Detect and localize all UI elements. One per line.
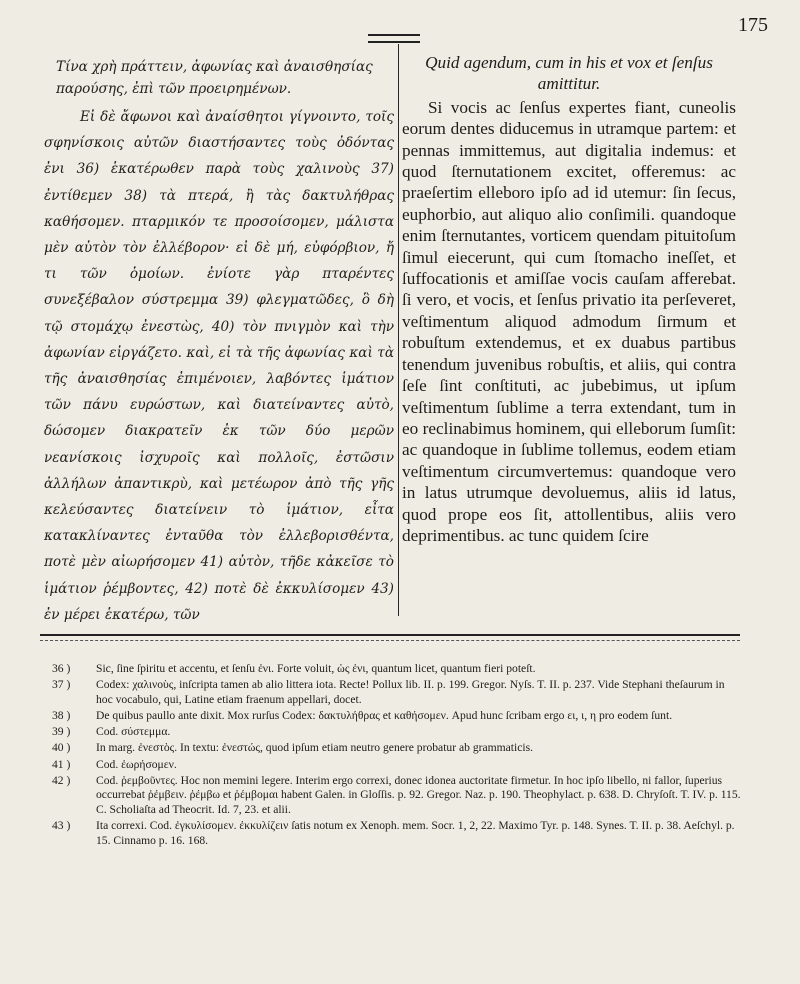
footnote bbox=[52, 741, 742, 756]
footnote-number: 37 ) bbox=[52, 678, 71, 692]
footnote-text: Sic, ſine ſpiritu et accentu, et ſenſu ἐνι. Forte voluit, ὡς ἐνι, quantum licet, quantum fieri poteſt. bbox=[96, 662, 536, 675]
page-number: 175 bbox=[738, 14, 768, 36]
footnote-rule-secondary bbox=[40, 640, 740, 641]
footnote-number: 36 ) bbox=[52, 662, 71, 675]
footnote-number: 43 ) bbox=[52, 819, 71, 833]
footnote bbox=[52, 678, 742, 707]
footnote bbox=[52, 725, 742, 740]
footnote-text: Codex: χαλινοὺς, inſcripta tamen ab alio littera iota. Recte! Pollux lib. II. p. 199. Gregor. Nyſs. T. II. p. 237. Vide Stephani theſaurum in hoc vocabulo, qui, Latine etiam fraenum appellari, docet. bbox=[96, 678, 725, 706]
footnote bbox=[52, 758, 742, 773]
latin-body: Si vocis ac ſenſus expertes fiant, cuneolis eorum dentes diducemus in utramque partem: et pennas immittemus, aut digitalia indemus: et quod ſternutationem excitet, offeremus: ac praeſertim elleboro ipſo ad id utemur: ſin ſecus, euphorbio, aut aliquo alio conſimili. quandoque enim ſternutantes, vorticem quendam pituitoſum ſimul eiecerunt, qui cum ſtomacho ineſſet, et ſuffocationis et amiſſae vocis cauſam afferebat. ſi vero, et vocis, et ſenſus privatio ita perſeveret, veſtimentum aliquod admodum ſirmum et robuſtum extendemus, et ex duabus partibus tenendum juvenibus robuſtis, et aliis, qui contra ſeſe ſint conſtituti, ac jubebimus, ut ipſum veſtimentum ſublime a terra extendant, tum in eo reclinabimus hominem, qui elleborum ſumſit: ac quandoque in ſublime tollemus, eodem etiam veſtimentum circumvertemus: quandoque vero in latus utrumque devoluemus, aliis id latus, quod prope eos ſit, attollentibus, aliis vero deprimentibus. ac tunc quidem ſcire bbox=[402, 97, 736, 545]
footnotes bbox=[52, 662, 742, 850]
footnote bbox=[52, 662, 742, 677]
header-rule bbox=[368, 34, 420, 43]
footnote bbox=[52, 819, 742, 848]
footnote-number: 39 ) bbox=[52, 725, 71, 739]
footnote-number: 42 ) bbox=[52, 773, 71, 787]
footnote-rule bbox=[40, 634, 740, 636]
greek-heading: Τίνα χρὴ πράττειν, ἀφωνίας καὶ ἀναισθησίας παρούσης, ἐπὶ τῶν προειρημένων. bbox=[56, 59, 373, 97]
footnote-number: 38 ) bbox=[52, 708, 71, 722]
latin-column bbox=[402, 52, 736, 546]
greek-column bbox=[44, 56, 394, 628]
footnote-text: Cod. ἐωρήσομεν. bbox=[96, 757, 177, 771]
greek-body: Εἰ δὲ ἄφωνοι καὶ ἀναίσθητοι γίγνοιντο, τοῖς σφηνίσκοις αὐτῶν διαστήσαντες τοὺς ὀδόντας ἐνι 36) ἑκατέρωθεν παρὰ τοὺς χαλινοὺς 37) ἐντίθεμεν 38) τὰ πτερά, ἢ τὰς δακτυλήθρας καθήσομεν. πταρμικόν τε προσοίσομεν, μάλιστα μὲν αὐτὸν τὸν ἐλλέβορον· εἰ δὲ μή, εὐφόρβιον, ἤ τι τῶν ὁμοίων. ἐνίοτε γὰρ πταρέντες συνεξέβαλον σύστρεμμα 39) φλεγματῶδες, ὃ δὴ τῷ στομάχῳ ἐνεστὼς, 40) τὸν πνιγμὸν καὶ τὴν ἀφωνίαν εἰργάζετο. καὶ, εἰ τὰ τῆς ἀφωνίας καὶ τὰ τῆς ἀναισθησίας ἐπιμένοιεν, λαβόντες ἱμάτιον τῶν πάνυ ευρώστων, καὶ διατείναντες αὐτὸ, δώσομεν διακρατεῖν ἐκ τῶν δύο μερῶν νεανίσκοις ἰσχυροῖς καὶ πολλοῖς, ἐστῶσιν ἀλλήλων ἀπαντικρὺ, καὶ μετέωρον ἀπὸ τῆς γῆς κελεύσαντες διατείνειν τὸ ἱμάτιον, εἶτα κατακλίναντες ἐνταῦθα τὸν ἐλλεβορισθέντα, ποτὲ μὲν αἰωρήσομεν 41) αὐτὸν, τῆδε κἀκεῖσε τὸ ἱμάτιον ῥέμβοντες, 42) ποτὲ δὲ ἐκκυλίσομεν 43) ἐν μέρει ἑκατέρω, τῶν bbox=[44, 109, 394, 623]
footnote-text: Cod. σύστεμμα. bbox=[96, 725, 171, 739]
footnote bbox=[52, 774, 742, 818]
footnote-text: Cod. ῥεμβοῦντες. Hoc non memini legere. Interim ergo correxi, donec idonea auctoritate firmetur. In hoc ipſo libello, ni fallor, ſuperius occurrebat ῥέμβειν. ῥέμβω et ῥέμβομαι habent Galen. in Gloſſis. p. 92. Gregor. Naz. p. 190. Theophylact. p. 638. D. Chryſoſt. T. IV. p. 115. C. Scholiaſta ad Theocrit. Id. 7, 23. et alii. bbox=[96, 773, 741, 816]
footnote-text: In marg. ἐνεστὸς. In textu: ἐνεστώς, quod ipſum etiam neutro genere probatur ab grammaticis. bbox=[96, 741, 534, 755]
footnote-text: De quibus paullo ante dixit. Mox rurſus Codex: δακτυλήθρας et καθήσομεν. Apud hunc ſcribam ergo ει, ι, η pro eodem ſunt. bbox=[96, 708, 673, 722]
footnote bbox=[52, 709, 742, 724]
column-divider bbox=[398, 44, 399, 616]
footnote-text: Ita correxi. Cod. ἐγκυλίσομεν. ἐκκυλίζειν ſatis notum ex Xenoph. mem. Socr. 1, 2, 22. Maximo Tyr. p. 148. Synes. T. II. p. 38. Aeſchyl. p. 15. Cinnamo p. 16. 168. bbox=[96, 819, 735, 847]
latin-heading: Quid agendum, cum in his et vox et ſenſus amittitur. bbox=[425, 53, 713, 94]
footnote-number: 40 ) bbox=[52, 741, 71, 755]
footnote-number: 41 ) bbox=[52, 757, 71, 771]
